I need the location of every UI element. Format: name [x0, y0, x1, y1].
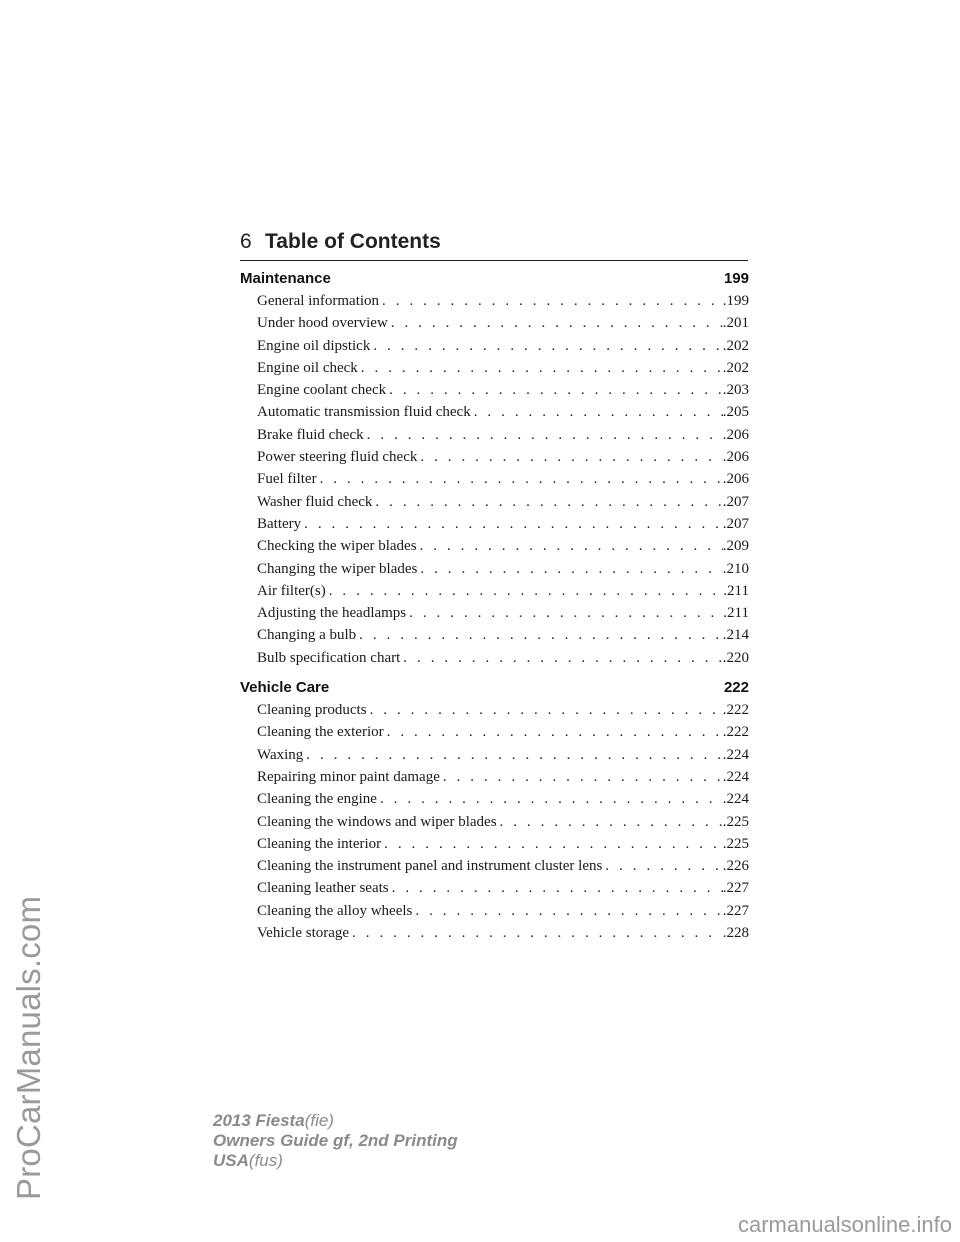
entry-label: Cleaning the engine	[257, 791, 377, 808]
dot-leader	[386, 379, 723, 401]
toc-entry[interactable]	[257, 699, 749, 721]
toc-entry[interactable]	[257, 922, 749, 944]
dot-leader	[417, 535, 723, 557]
bottom-watermark: carmanualsonline.info	[737, 1212, 952, 1237]
entry-page: .227	[722, 902, 749, 919]
entry-label: Washer fluid check	[257, 493, 373, 510]
toc-entry[interactable]	[257, 424, 749, 446]
entry-page: .227	[722, 880, 749, 897]
toc-entry[interactable]	[257, 535, 749, 557]
dot-leader	[377, 788, 723, 810]
entry-page: .202	[722, 359, 749, 376]
footer-line-2	[213, 1131, 458, 1151]
entry-label: Fuel filter	[257, 471, 317, 488]
dot-leader	[417, 446, 722, 468]
dot-leader	[367, 699, 723, 721]
footer-line-1	[213, 1111, 458, 1131]
entry-page: .226	[722, 858, 749, 875]
dot-leader	[400, 647, 722, 669]
entry-page: .203	[722, 382, 749, 399]
toc-entry[interactable]	[257, 580, 749, 602]
page-title: Table of Contents	[265, 230, 441, 253]
entry-label: Cleaning the exterior	[257, 724, 384, 741]
entry-label: Air filter(s)	[257, 582, 326, 599]
section-heading[interactable]	[240, 268, 749, 290]
section-title: Vehicle Care	[240, 679, 330, 697]
entry-label: Changing a bulb	[257, 627, 357, 644]
entry-page: .222	[722, 724, 749, 741]
footer-model: 2013 Fiesta	[213, 1111, 305, 1130]
entry-page: .225	[722, 835, 749, 852]
entry-page: .207	[722, 493, 749, 510]
toc-entry[interactable]	[257, 558, 749, 580]
entry-page: .224	[722, 768, 749, 785]
entry-label: Waxing	[257, 746, 304, 763]
toc-entry[interactable]	[257, 446, 749, 468]
toc-entry[interactable]	[257, 491, 749, 513]
dot-leader	[602, 855, 722, 877]
toc-entry[interactable]	[257, 877, 749, 899]
entry-label: Repairing minor paint damage	[257, 768, 440, 785]
toc-entry[interactable]	[257, 900, 749, 922]
toc-entry[interactable]	[257, 401, 749, 423]
page-header	[240, 228, 748, 261]
dot-leader	[388, 312, 723, 334]
dot-leader	[379, 290, 723, 312]
section-page: 222	[723, 679, 749, 697]
dot-leader	[358, 357, 723, 379]
dot-leader	[364, 424, 723, 446]
dot-leader	[471, 401, 723, 423]
entry-label: Battery	[257, 515, 302, 532]
toc-entry[interactable]	[257, 290, 749, 312]
entry-page: .206	[722, 449, 749, 466]
dot-leader	[384, 721, 723, 743]
toc-entry[interactable]	[257, 379, 749, 401]
toc-entry[interactable]	[257, 855, 749, 877]
toc-entry[interactable]	[257, 811, 749, 833]
toc-section	[240, 268, 749, 669]
toc-entry[interactable]	[257, 602, 749, 624]
toc-entry[interactable]	[257, 335, 749, 357]
entry-page: .209	[722, 538, 749, 555]
footer-guide: Owners Guide gf, 2nd Printing	[213, 1131, 458, 1150]
entry-label: Engine oil check	[257, 359, 358, 376]
dot-leader	[389, 877, 723, 899]
entry-label: Power steering fluid check	[257, 449, 418, 466]
section-title: Maintenance	[240, 270, 331, 287]
section-page: 199	[723, 270, 749, 287]
entry-page: .206	[722, 426, 749, 443]
table-of-contents	[240, 268, 749, 944]
entry-page: .202	[722, 337, 749, 354]
footer-model-code: (fie)	[304, 1111, 334, 1130]
dot-leader	[372, 491, 722, 513]
dot-leader	[370, 335, 722, 357]
entry-page: .224	[722, 746, 749, 763]
entry-label: Cleaning the interior	[257, 835, 382, 852]
toc-entry[interactable]	[257, 647, 749, 669]
entry-label: General information	[257, 293, 380, 309]
toc-entry[interactable]	[257, 357, 749, 379]
entry-page: .205	[722, 404, 749, 421]
dot-leader	[381, 833, 723, 855]
toc-entry[interactable]	[257, 788, 749, 810]
entry-label: Checking the wiper blades	[257, 538, 417, 555]
entry-page: .206	[722, 471, 749, 488]
toc-entry[interactable]	[257, 766, 749, 788]
entry-label: Changing the wiper blades	[257, 560, 418, 577]
entry-page: .220	[722, 649, 749, 666]
toc-entry[interactable]	[257, 624, 749, 646]
section-heading[interactable]	[240, 677, 749, 699]
dot-leader	[406, 602, 723, 624]
entry-page: .207	[722, 515, 749, 532]
entry-label: Cleaning leather seats	[257, 880, 389, 897]
entry-label: Cleaning the windows and wiper blades	[257, 813, 497, 830]
entry-page: .199	[722, 293, 749, 309]
entry-label: Engine oil dipstick	[257, 337, 371, 354]
entry-page: .210	[722, 560, 749, 577]
dot-leader	[412, 900, 722, 922]
document-footer	[213, 1111, 458, 1171]
dot-leader	[440, 766, 723, 788]
entry-page: .224	[722, 791, 749, 808]
toc-section	[240, 677, 749, 944]
dot-leader	[417, 558, 722, 580]
entry-label: Cleaning the instrument panel and instrument cluster lens	[257, 858, 603, 875]
entry-page: .201	[722, 315, 749, 332]
entry-page: .211	[723, 582, 749, 599]
entry-page: .222	[722, 702, 749, 719]
side-watermark: ProCarManuals.com	[10, 895, 47, 1200]
dot-leader	[349, 922, 723, 944]
toc-entry[interactable]	[257, 721, 749, 743]
entry-page: .228	[722, 925, 749, 942]
entry-label: Cleaning the alloy wheels	[257, 902, 413, 919]
footer-market: USA	[213, 1151, 249, 1170]
toc-entry[interactable]	[257, 312, 749, 334]
toc-entry[interactable]	[257, 744, 749, 766]
dot-leader	[356, 624, 723, 646]
entry-page: .214	[722, 627, 749, 644]
dot-leader	[326, 580, 724, 602]
entry-label: Vehicle storage	[257, 925, 350, 942]
footer-line-3	[213, 1151, 458, 1171]
dot-leader	[497, 811, 723, 833]
toc-entry[interactable]	[257, 833, 749, 855]
toc-entry[interactable]	[257, 468, 749, 490]
entry-label: Engine coolant check	[257, 382, 387, 399]
entry-label: Cleaning products	[257, 702, 367, 719]
entry-label: Brake fluid check	[257, 426, 364, 443]
entry-label: Automatic transmission fluid check	[257, 404, 471, 421]
footer-market-code: (fus)	[248, 1151, 283, 1170]
dot-leader	[303, 744, 722, 766]
page-number: 6	[240, 230, 252, 253]
dot-leader	[317, 468, 723, 490]
entry-label: Bulb specification chart	[257, 649, 401, 666]
entry-label: Under hood overview	[257, 315, 388, 332]
dot-leader	[301, 513, 723, 535]
entry-label: Adjusting the headlamps	[257, 605, 407, 622]
toc-entry[interactable]	[257, 513, 749, 535]
entry-page: .225	[722, 813, 749, 830]
entry-page: .211	[723, 605, 749, 622]
